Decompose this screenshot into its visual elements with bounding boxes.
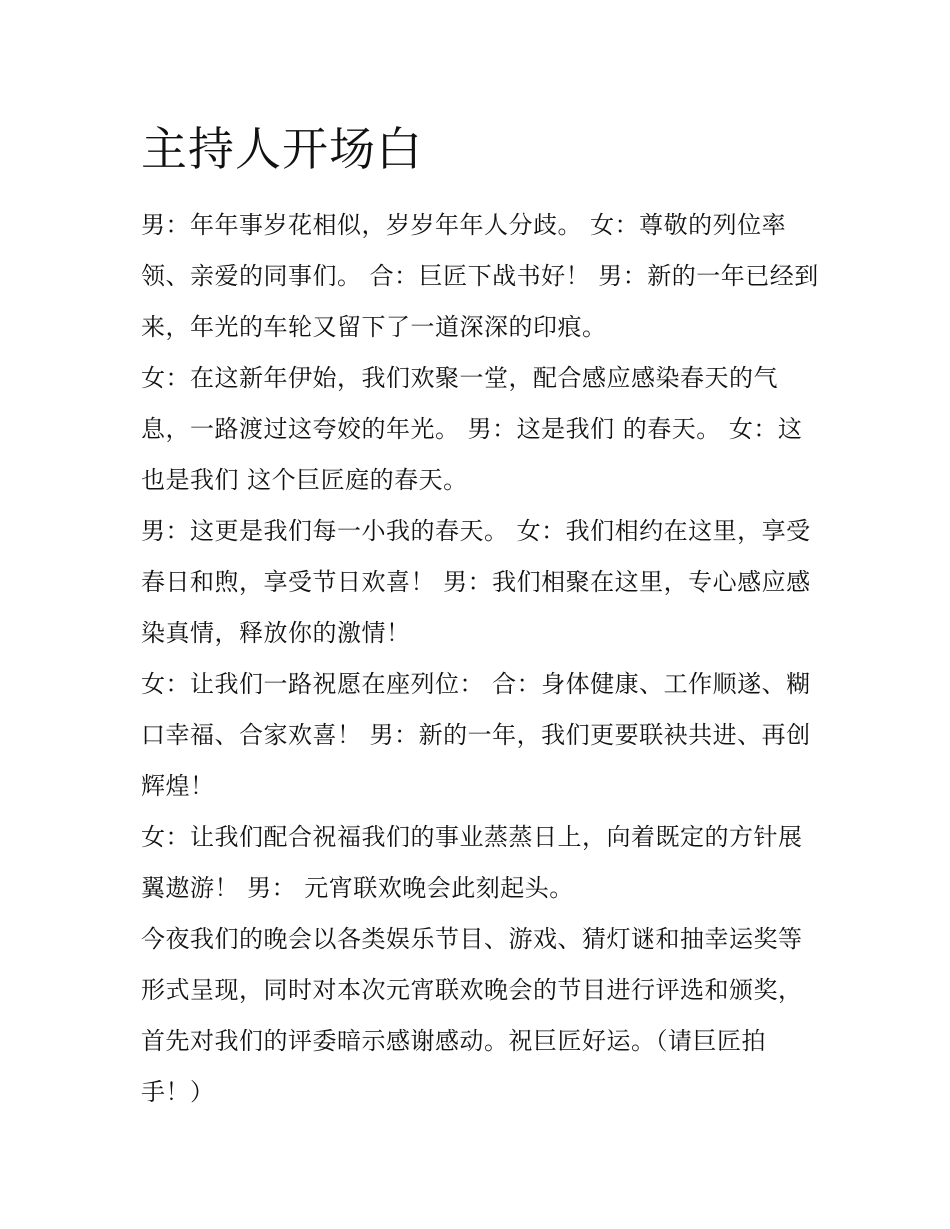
- paragraph-1: 男：年年事岁花相似，岁岁年年人分歧。 女：尊敬的列位率领、亲爱的同事们。 合：巨匠下战书好！ 男：新的一年已经到来，年光的车轮又留下了一道深深的印痕。: [141, 211, 819, 341]
- document-body: [141, 118, 821, 1118]
- paragraph-4: 女：让我们一路祝愿在座列位： 合：身体健康、工作顺遂、糊口幸福、合家欢喜！ 男：新的一年，我们更要联袂共进、再创辉煌！: [141, 670, 811, 800]
- paragraph-6: 今夜我们的晚会以各类娱乐节目、游戏、猜灯谜和抽幸运奖等形式呈现，同时对本次元宵联欢晚会的节目进行评选和颁奖，首先对我们的评委暗示感谢感动。祝巨匠好运。（请巨匠拍手！）: [141, 925, 803, 1106]
- paragraph-5: 女：让我们配合祝福我们的事业蒸蒸日上，向着既定的方针展翼遨游！ 男： 元宵联欢晚会此刻起头。: [141, 823, 803, 902]
- paragraph-3: 男：这更是我们每一小我的春天。 女：我们相约在这里，享受春日和煦，享受节日欢喜！ 男：我们相聚在这里，专心感应感染真情，释放你的激情！: [141, 517, 811, 647]
- paragraph-2: 女：在这新年伊始，我们欢聚一堂，配合感应感染春天的气息，一路渡过这夸姣的年光。 男：这是我们 的春天。 女：这也是我们 这个巨匠庭的春天。: [141, 364, 803, 494]
- page-title: 主持人开场白: [141, 122, 423, 176]
